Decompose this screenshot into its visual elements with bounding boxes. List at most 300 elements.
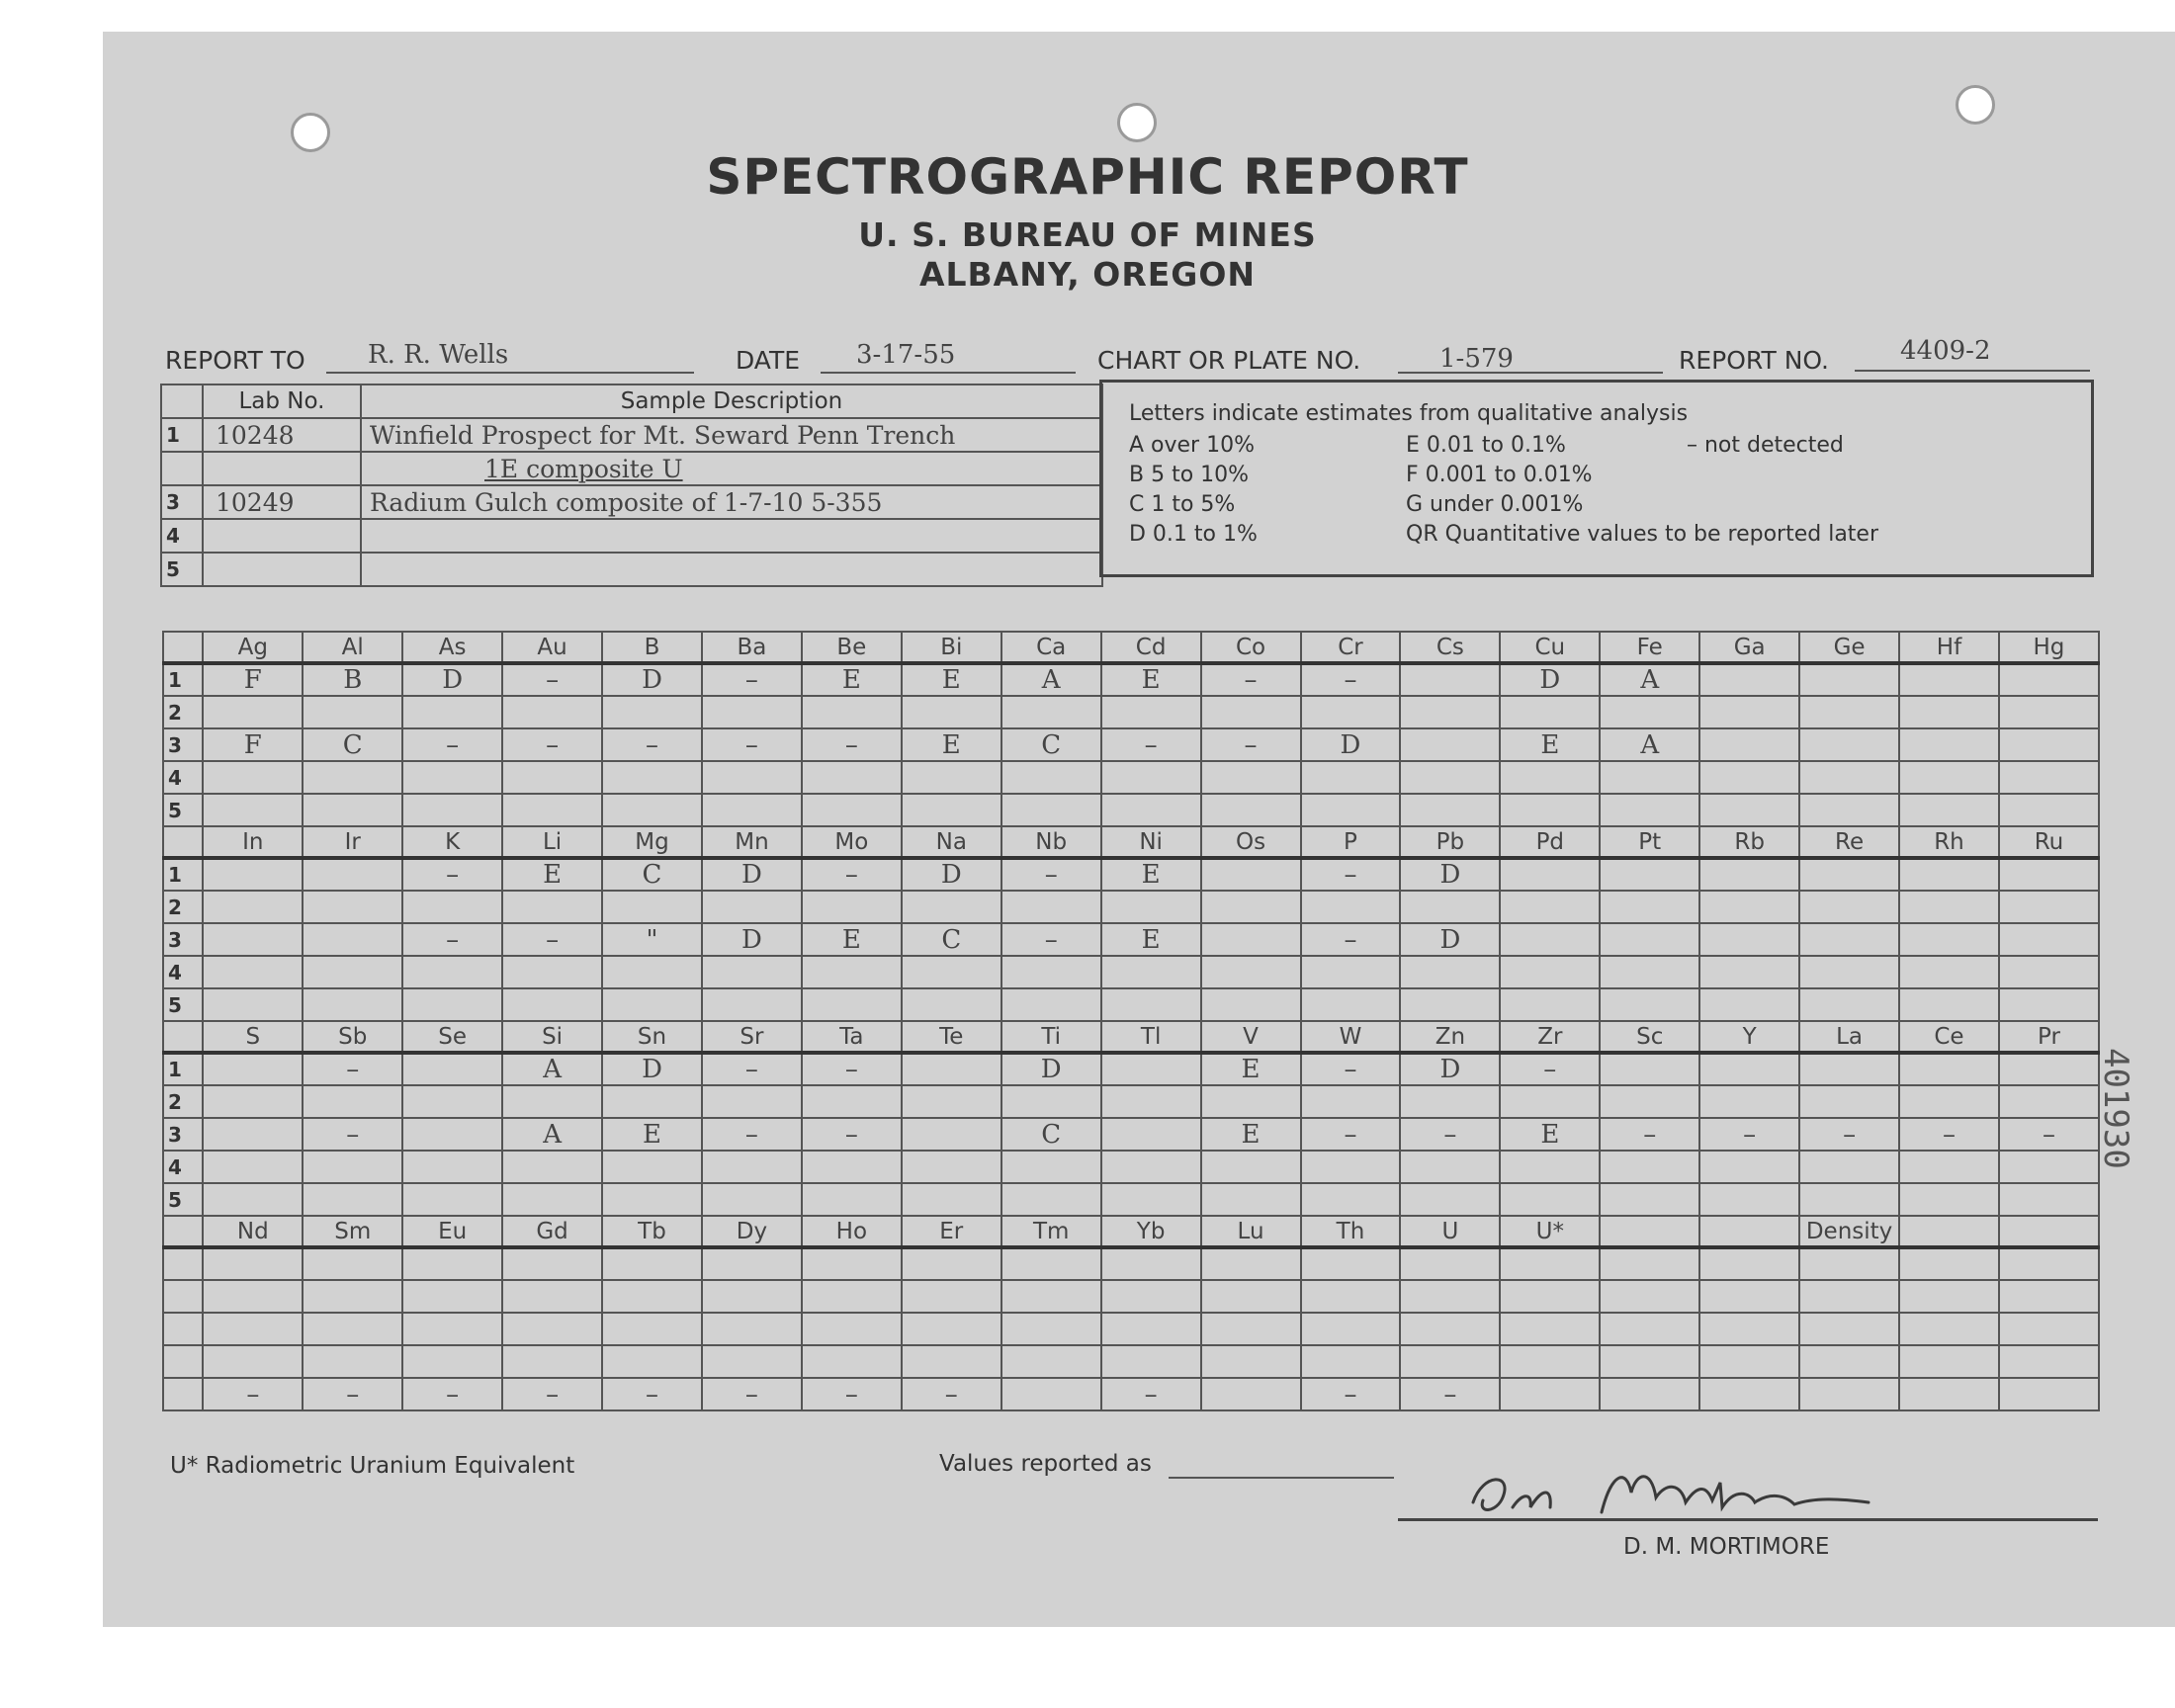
element-result-cell: – [1301,1053,1401,1085]
element-result-cell [1500,794,1600,826]
element-result-cell: – [702,1118,802,1151]
element-result-cell [1799,1313,1899,1345]
element-header-row [163,632,2099,663]
element-result-cell [1699,956,1799,988]
element-result-cell: C [602,858,702,891]
report-to-value: R. R. Wells [368,340,509,370]
element-result-cell [1699,858,1799,891]
sample-row-number: 3 [163,728,203,761]
element-result-cell: – [502,728,602,761]
element-result-cell [1899,1280,1999,1313]
element-result-cell [1899,1085,1999,1118]
sample-row-number: 2 [163,891,203,923]
element-symbol-header: Al [303,632,402,663]
element-result-cell: E [502,858,602,891]
element-result-cell [1201,1151,1301,1183]
element-result-cell [1101,1151,1201,1183]
element-result-row [163,988,2099,1021]
element-symbol-header: Ge [1799,632,1899,663]
element-result-cell [203,1247,303,1280]
element-result-cell [902,1313,1001,1345]
element-result-cell [1999,1313,2099,1345]
element-result-cell [502,1085,602,1118]
element-result-cell [1999,891,2099,923]
element-result-cell [1999,1183,2099,1216]
element-symbol-header: In [203,826,303,858]
element-result-cell [1899,988,1999,1021]
element-result-cell [1600,1313,1699,1345]
element-result-cell: – [1999,1118,2099,1151]
element-result-row [163,956,2099,988]
element-symbol-header: Yb [1101,1216,1201,1247]
element-result-cell: – [1799,1118,1899,1151]
element-result-row [163,1053,2099,1085]
element-result-cell [1400,1151,1500,1183]
element-symbol-header: Mn [702,826,802,858]
element-result-cell: – [303,1053,402,1085]
element-result-cell [1001,1345,1101,1378]
element-symbol-header: Bi [902,632,1001,663]
element-result-cell [1600,1151,1699,1183]
element-result-cell [1201,1378,1301,1410]
element-result-cell [1999,1053,2099,1085]
element-result-cell: " [602,923,702,956]
element-result-cell: – [402,1378,502,1410]
element-result-cell [1001,794,1101,826]
element-symbol-header: Y [1699,1021,1799,1053]
element-result-cell [402,891,502,923]
element-symbol-header: U [1400,1216,1500,1247]
element-symbol-header [1600,1216,1699,1247]
header-corner-cell [163,1216,203,1247]
element-result-cell [1600,1085,1699,1118]
element-symbol-header: Ir [303,826,402,858]
element-result-row [163,794,2099,826]
element-result-cell: C [1001,728,1101,761]
element-result-cell [1699,761,1799,794]
element-result-cell [1600,696,1699,728]
element-result-cell [1500,761,1600,794]
element-result-cell: D [1400,923,1500,956]
element-result-cell [1999,1345,2099,1378]
element-result-cell [1101,988,1201,1021]
element-result-cell: – [1699,1118,1799,1151]
element-result-cell [402,761,502,794]
element-symbol-header: S [203,1021,303,1053]
element-result-cell [1101,891,1201,923]
element-result-cell [602,761,702,794]
element-result-cell [1101,1118,1201,1151]
element-result-cell [1400,794,1500,826]
element-result-cell [1899,794,1999,826]
report-to-label: REPORT TO [165,346,305,375]
values-reported-line [1169,1477,1394,1479]
element-symbol-header: Ce [1899,1021,1999,1053]
sample-row [161,452,1102,485]
sample-row-number: 2 [163,1085,203,1118]
element-result-cell [1500,1345,1600,1378]
element-result-cell [1001,1151,1101,1183]
element-result-cell [1600,858,1699,891]
element-header-row [163,826,2099,858]
element-result-cell [1301,1247,1401,1280]
element-result-row [163,1183,2099,1216]
sample-row-number: 4 [163,761,203,794]
element-result-cell [402,1118,502,1151]
legend-a: A over 10% [1129,433,1255,458]
element-symbol-header: Nd [203,1216,303,1247]
element-result-cell [1600,1247,1699,1280]
legend-e: E 0.01 to 0.1% [1406,433,1566,458]
element-result-cell [1001,1280,1101,1313]
element-result-cell [1400,728,1500,761]
element-result-cell [303,761,402,794]
element-result-cell [203,858,303,891]
element-result-cell [602,1085,702,1118]
element-result-cell [702,891,802,923]
element-result-cell [802,1345,902,1378]
punch-hole-center [1117,103,1157,142]
sample-description-header: Sample Description [361,384,1102,418]
element-result-cell [1400,988,1500,1021]
element-result-cell [1999,663,2099,696]
element-result-cell [1201,761,1301,794]
element-result-cell [1201,858,1301,891]
element-result-cell [1999,923,2099,956]
sample-row-number: 5 [163,794,203,826]
element-result-cell [1799,1247,1899,1280]
element-symbol-header: Nb [1001,826,1101,858]
element-symbol-header: Be [802,632,902,663]
element-result-cell: D [902,858,1001,891]
element-result-cell [1999,1280,2099,1313]
sample-description-cell [361,553,1102,586]
element-result-cell [702,761,802,794]
element-result-cell [502,761,602,794]
element-result-cell [1899,1378,1999,1410]
element-symbol-header: Ag [203,632,303,663]
element-result-cell [402,1247,502,1280]
element-result-cell: – [502,923,602,956]
element-result-cell [1001,1378,1101,1410]
element-symbol-header: V [1201,1021,1301,1053]
element-result-cell [1301,988,1401,1021]
element-result-cell [1400,891,1500,923]
element-symbol-header: Pb [1400,826,1500,858]
element-result-cell [1001,761,1101,794]
element-result-cell: E [1101,923,1201,956]
element-result-cell: – [1600,1118,1699,1151]
element-symbol-header: Ga [1699,632,1799,663]
element-result-cell: – [1301,1118,1401,1151]
element-result-cell: B [303,663,402,696]
element-result-cell: A [502,1118,602,1151]
element-result-cell [1500,988,1600,1021]
element-result-cell: – [402,858,502,891]
element-result-cell: – [1201,728,1301,761]
element-result-cell [802,1280,902,1313]
element-result-cell [602,1280,702,1313]
element-result-cell [902,988,1001,1021]
element-result-cell: – [1101,728,1201,761]
element-symbol-header: La [1799,1021,1899,1053]
element-result-cell [203,891,303,923]
element-result-cell: – [502,663,602,696]
element-result-cell: – [1301,923,1401,956]
element-result-cell [1101,794,1201,826]
element-result-cell [1101,1280,1201,1313]
legend-g: G under 0.001% [1406,492,1584,517]
element-result-cell: A [502,1053,602,1085]
element-result-row [163,761,2099,794]
element-result-cell: – [303,1118,402,1151]
element-symbol-header: Se [402,1021,502,1053]
element-symbol-header: Eu [402,1216,502,1247]
element-result-cell [1500,696,1600,728]
element-result-row [163,1118,2099,1151]
element-result-cell [1201,891,1301,923]
element-symbol-header: Si [502,1021,602,1053]
element-result-cell [502,1280,602,1313]
report-no-line [1855,370,2090,372]
element-symbol-header [1999,1216,2099,1247]
element-result-cell: D [602,663,702,696]
element-symbol-header: Hf [1899,632,1999,663]
element-result-cell [1301,1183,1401,1216]
sample-row-number: 1 [161,418,203,452]
element-result-cell [1799,891,1899,923]
element-symbol-header: Fe [1600,632,1699,663]
element-result-cell [1999,794,2099,826]
element-result-cell: D [1500,663,1600,696]
element-result-cell [1500,858,1600,891]
element-result-cell [303,1085,402,1118]
element-result-cell [1400,1313,1500,1345]
element-result-cell: E [1101,858,1201,891]
element-result-cell [602,1313,702,1345]
date-value: 3-17-55 [856,340,956,370]
element-header-row [163,1216,2099,1247]
element-symbol-header: Gd [502,1216,602,1247]
element-result-cell [303,1313,402,1345]
element-result-cell [902,1345,1001,1378]
element-symbol-header: Cd [1101,632,1201,663]
element-result-cell [802,1183,902,1216]
element-symbol-header: Cr [1301,632,1401,663]
element-result-cell: D [1400,1053,1500,1085]
element-result-cell [802,891,902,923]
element-result-cell: D [702,923,802,956]
element-result-cell [1400,1085,1500,1118]
element-result-cell [303,794,402,826]
element-result-cell [1600,1053,1699,1085]
element-result-cell [1799,794,1899,826]
element-result-cell [1101,1183,1201,1216]
element-symbol-header: Rh [1899,826,1999,858]
element-result-cell: – [1101,1378,1201,1410]
element-result-cell [1600,794,1699,826]
sample-row-number: 4 [161,519,203,553]
element-result-cell [203,1313,303,1345]
element-result-cell [1899,663,1999,696]
element-symbol-header: Pd [1500,826,1600,858]
element-result-row [163,1313,2099,1345]
element-result-cell [1500,956,1600,988]
element-result-cell [303,858,402,891]
element-result-cell [303,891,402,923]
element-result-cell [1999,956,2099,988]
element-result-cell [702,1345,802,1378]
legend-qr: QR Quantitative values to be reported later [1406,522,1879,547]
element-result-cell [1699,1085,1799,1118]
element-result-cell [1799,858,1899,891]
element-results-table [162,631,2100,1411]
element-result-cell [1799,1151,1899,1183]
element-symbol-header: P [1301,826,1401,858]
sample-row [161,519,1102,553]
element-result-cell: E [1500,728,1600,761]
element-result-cell [1201,794,1301,826]
element-result-cell [1799,956,1899,988]
element-result-cell [802,696,902,728]
element-result-cell [1899,1053,1999,1085]
chart-plate-value: 1-579 [1439,344,1514,374]
element-result-cell [1600,956,1699,988]
sample-row-number [163,1313,203,1345]
element-result-cell [1799,988,1899,1021]
element-result-cell [1999,696,2099,728]
element-result-cell [203,1118,303,1151]
signature-line [1398,1518,2098,1521]
element-result-cell: D [402,663,502,696]
element-result-cell [402,1313,502,1345]
element-result-cell [1600,1345,1699,1378]
element-symbol-header: Os [1201,826,1301,858]
element-result-cell [702,696,802,728]
report-to-line [326,372,694,374]
element-result-row [163,923,2099,956]
element-result-cell [1400,956,1500,988]
lab-no-cell: 10249 [203,485,361,519]
sample-row-number [163,1378,203,1410]
element-result-cell [1799,696,1899,728]
element-result-row [163,1345,2099,1378]
sample-description-cell: Radium Gulch composite of 1-7-10 5-355 [361,485,1102,519]
element-result-cell [1699,1345,1799,1378]
element-result-row [163,663,2099,696]
element-result-cell [203,761,303,794]
chart-plate-line [1398,372,1663,374]
element-result-cell [1899,1313,1999,1345]
element-result-cell: F [203,663,303,696]
element-result-cell [902,891,1001,923]
element-result-cell [1001,1183,1101,1216]
element-result-cell [1400,1183,1500,1216]
element-result-cell [902,696,1001,728]
element-symbol-header: Th [1301,1216,1401,1247]
sample-row-number [163,1280,203,1313]
element-result-cell [1001,696,1101,728]
element-result-cell [1500,1313,1600,1345]
element-result-cell [1001,1247,1101,1280]
element-result-cell [1999,1378,2099,1410]
element-symbol-header: Ca [1001,632,1101,663]
sample-row-number: 5 [163,1183,203,1216]
element-symbol-header: U* [1500,1216,1600,1247]
element-result-cell [502,794,602,826]
element-result-cell: D [1001,1053,1101,1085]
element-result-cell [1400,663,1500,696]
element-result-cell [502,891,602,923]
element-result-cell [802,1313,902,1345]
element-result-cell [203,956,303,988]
element-result-cell [303,1151,402,1183]
element-result-cell [1101,956,1201,988]
element-result-cell: – [1301,858,1401,891]
element-result-cell [402,988,502,1021]
element-result-cell: C [1001,1118,1101,1151]
report-no-value: 4409-2 [1900,336,1991,366]
element-result-cell: – [1001,858,1101,891]
element-result-cell [502,1345,602,1378]
report-no-label: REPORT NO. [1679,346,1830,375]
element-symbol-header: Hg [1999,632,2099,663]
element-result-cell [1500,1280,1600,1313]
element-result-cell [1201,1247,1301,1280]
element-result-cell [402,1345,502,1378]
element-result-cell [1301,1085,1401,1118]
element-result-cell [1500,891,1600,923]
element-result-cell [602,794,702,826]
element-result-cell [203,1345,303,1378]
element-result-cell [902,1118,1001,1151]
element-result-cell: D [702,858,802,891]
sample-row-number: 1 [163,858,203,891]
element-result-cell [702,1313,802,1345]
sample-row [161,418,1102,452]
element-symbol-header: K [402,826,502,858]
element-result-cell [1999,858,2099,891]
element-result-cell: – [1500,1053,1600,1085]
element-result-cell [702,988,802,1021]
element-result-cell [1301,1151,1401,1183]
element-result-row [163,1085,2099,1118]
element-result-row [163,696,2099,728]
element-result-cell [203,1183,303,1216]
sample-table [160,384,1103,587]
punch-hole-left [291,113,330,152]
element-result-cell [1799,728,1899,761]
sample-row-number: 2 [163,696,203,728]
element-result-cell [702,1280,802,1313]
element-result-cell: – [902,1378,1001,1410]
element-result-cell [1301,761,1401,794]
element-result-cell [1400,696,1500,728]
element-result-cell [602,1247,702,1280]
element-header-row [163,1021,2099,1053]
element-result-cell [1301,1345,1401,1378]
element-symbol-header: Sm [303,1216,402,1247]
element-result-cell: C [902,923,1001,956]
element-result-cell [1799,761,1899,794]
element-result-cell [203,696,303,728]
element-result-cell [502,1247,602,1280]
element-result-cell [303,1280,402,1313]
element-result-cell: – [1201,663,1301,696]
element-result-cell: – [802,1118,902,1151]
element-result-cell [1301,956,1401,988]
element-result-cell [1001,891,1101,923]
